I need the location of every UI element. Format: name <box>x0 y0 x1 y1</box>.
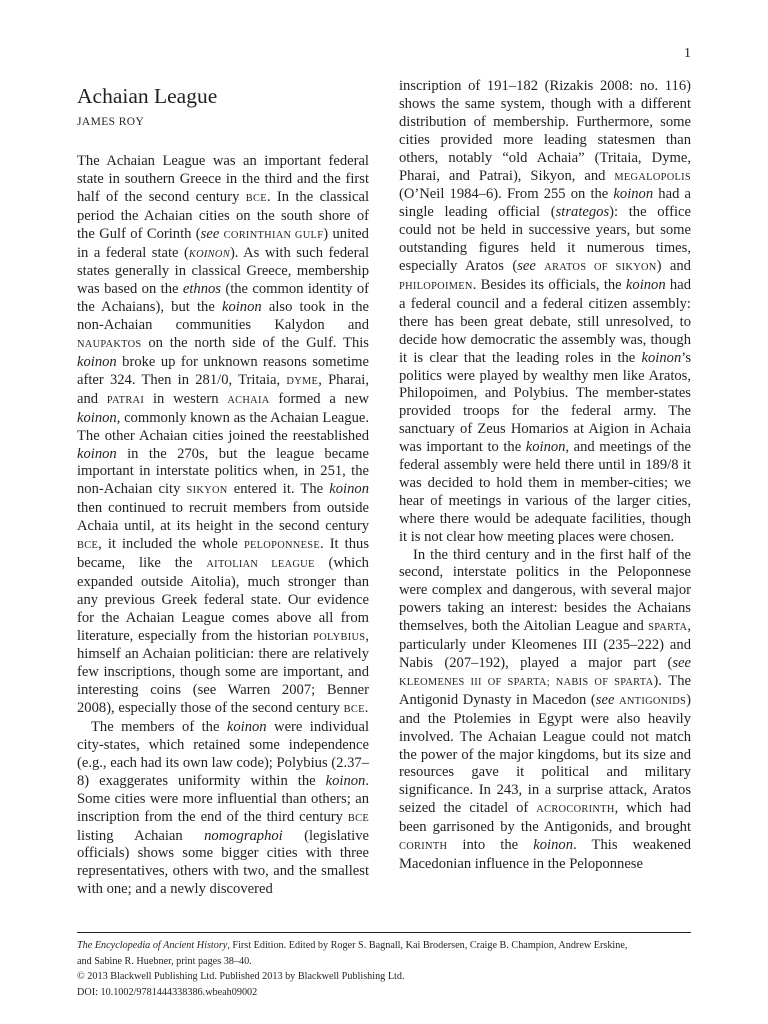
citation-line <box>77 938 691 954</box>
cross-reference: NAUPAKTOS <box>77 339 142 351</box>
cross-reference: ACHAIA <box>227 394 270 406</box>
cross-reference: BCE <box>343 704 365 716</box>
footer-divider <box>77 932 691 933</box>
doi-line: DOI: 10.1002/9781444338386.wbeah09002 <box>77 986 258 998</box>
cross-reference: PHILOPOIMEN <box>399 280 473 292</box>
emphasis: see <box>595 691 615 708</box>
emphasis: see <box>517 258 536 275</box>
body-paragraph: In the third century and in the first half of the second, interstate politics in the Peloponnese were complex and dangerous, with several major powers taking an interest: besides the Achaians themselves, both the Aitolian League and SPARTA, particularly under Kleomenes III (235–222) and Nabis (207–192), played a major part (see KLEOMENES III OF SPARTA; NABIS OF SPARTA). The Antigonid Dynasty in Macedon (see ANTIGONIDS) and the Ptolemies in Egypt were also heavily involved. The Achaian League could not match the power of the major kingdoms, but its size and resources gave it political and military significance. In 243, in a surprise attack, Aratos seized the citadel of ACROCORINTH, which had been garrisoned by the Antigonids, and brought CORINTH into the koinon. This weakened Macedonian influence in the Peloponnese <box>399 546 692 872</box>
cross-reference: PATRAI <box>106 394 145 406</box>
emphasis: koinon <box>77 353 117 370</box>
cross-reference: BCE <box>77 540 99 552</box>
cross-reference: BCE <box>347 812 369 824</box>
emphasis: koinon <box>641 349 682 366</box>
article-author: JAMES ROY <box>77 116 145 128</box>
emphasis: koinon <box>329 481 369 498</box>
emphasis: koinon <box>77 409 117 426</box>
cross-reference: PELOPONNESE <box>243 540 320 552</box>
cross-reference: CORINTHIAN GULF <box>223 229 324 241</box>
page-number: 1 <box>684 46 691 61</box>
cross-reference: SPARTA <box>648 622 688 634</box>
cross-reference: MEGALOPOLIS <box>614 171 691 183</box>
emphasis: koinon <box>525 439 566 456</box>
copyright-line: © 2013 Blackwell Publishing Ltd. Published 2013 by Blackwell Publishing Ltd. <box>77 971 405 982</box>
emphasis: strategos <box>555 204 610 221</box>
cross-reference: KLEOMENES III OF SPARTA; NABIS OF SPARTA <box>399 676 654 688</box>
emphasis: nomographoi <box>204 827 283 844</box>
citation-details: , First Edition. Edited by Roger S. Bagnall, Kai Brodersen, Craige B. Champion, Andrew Erskine, <box>227 940 628 951</box>
right-column <box>399 78 691 874</box>
cross-reference: CORINTH <box>399 841 448 853</box>
citation-title: The Encyclopedia of Ancient History <box>77 940 228 951</box>
cross-reference: BCE <box>245 192 267 204</box>
emphasis: koinon <box>325 772 366 789</box>
body-paragraph: inscription of 191–182 (Rizakis 2008: no. 116) shows the same system, though with a different distribution of membership. Furthermore, some cities provided more leading statesmen than others, notably “old Achaia” (Tritaia, Dyme, Pharai, and Patrai), Sikyon, and MEGALOPOLIS (O’Neil 1984–6). From 255 on the koinon had a single leading official (strategos): the office could not be held in successive years, but some outstanding figures held it numerous times, especially Aratos (see ARATOS OF SIKYON) and PHILOPOIMEN. Besides its officials, the koinon had a federal council and a federal citizen assembly: there has been great debate, still unresolved, to decide how democratic the assembly was, though it is clear that the leading roles in the koinon’s politics were played by wealthy men like Aratos, Philopoimen, and Polybius. The member-states provided troops for the federal army. The sanctuary of Zeus Homarios at Aigion in Achaia was important to the koinon, and meetings of the federal assembly were held there until in 189/8 it was decided to hold them in member-cities; we hear of meetings in various of the larger cities, where there would be adequate facilities, though it is not clear how meeting places were chosen. <box>399 78 691 545</box>
body-paragraph: The members of the koinon were individual city-states, which retained some independence (e.g., each had its own law code); Polybius (2.37–8) exaggerates uniformity within the koinon. Some cities were more influential than others; an inscription from the end of the third century BCE listing Achaian nomographoi (legislative officials) shows some bigger cities with three representatives, others with two, and the smallest with one; and a newly discovered <box>77 719 369 898</box>
emphasis: koinon <box>625 276 666 293</box>
cross-reference: ACROCORINTH <box>536 804 615 816</box>
emphasis: koinon <box>221 299 262 316</box>
emphasis: see <box>672 655 691 671</box>
left-column <box>77 78 369 899</box>
emphasis: koinon <box>613 186 654 203</box>
emphasis: koinon <box>226 719 267 736</box>
article-title: Achaian League <box>77 84 218 108</box>
cross-reference: KOINON <box>188 248 230 260</box>
cross-reference: DYME <box>286 375 319 387</box>
emphasis: ethnos <box>182 281 221 298</box>
emphasis: koinon <box>533 837 574 854</box>
emphasis: koinon <box>77 445 117 462</box>
citation-line-2: and Sabine R. Huebner, print pages 38–40. <box>77 955 252 967</box>
body-paragraph: The Achaian League was an important federal state in southern Greece in the third and the first half of the second century BCE. In the classical period the Achaian cities on the south shore of the Gulf of Corinth (see CORINTHIAN GULF) united in a federal state (KOINON). As with such federal states generally in classical Greece, membership was based on the ethnos (the common identity of the Achaians), but the koinon also took in the non-Achaian communities Kalydon and NAUPAKTOS on the north side of the Gulf. This koinon broke up for unknown reasons sometime after 324. Then in 281/0, Tritaia, DYME, Pharai, and PATRAI in western ACHAIA formed a new koinon, commonly known as the Achaian League. The other Achaian cities joined the reestablished koinon in the 270s, but the league became important in interstate politics when, in 251, the non-Achaian city SIKYON entered it. The koinon then continued to recruit members from outside Achaia until, at its height in the second century BCE, it included the whole PELOPONNESE. It thus became, like the AITOLIAN LEAGUE (which expanded outside Aitolia), much stronger than any previous Greek federal state. Our evidence for the Achaian League comes above all from literature, especially from the historian POLYBIUS, himself an Achaian politician: there are relatively few inscriptions, though some are important, and interesting coins (see Warren 2007; Benner 2008), especially those of the second century BCE. <box>77 153 370 717</box>
cross-reference: POLYBIUS <box>313 631 366 643</box>
cross-reference: AITOLIAN LEAGUE <box>206 558 315 570</box>
cross-reference: ARATOS OF SIKYON <box>544 262 657 274</box>
cross-reference: ANTIGONIDS <box>619 695 687 707</box>
cross-reference: SIKYON <box>186 485 228 497</box>
emphasis: see <box>200 225 220 242</box>
footer <box>77 938 691 1000</box>
